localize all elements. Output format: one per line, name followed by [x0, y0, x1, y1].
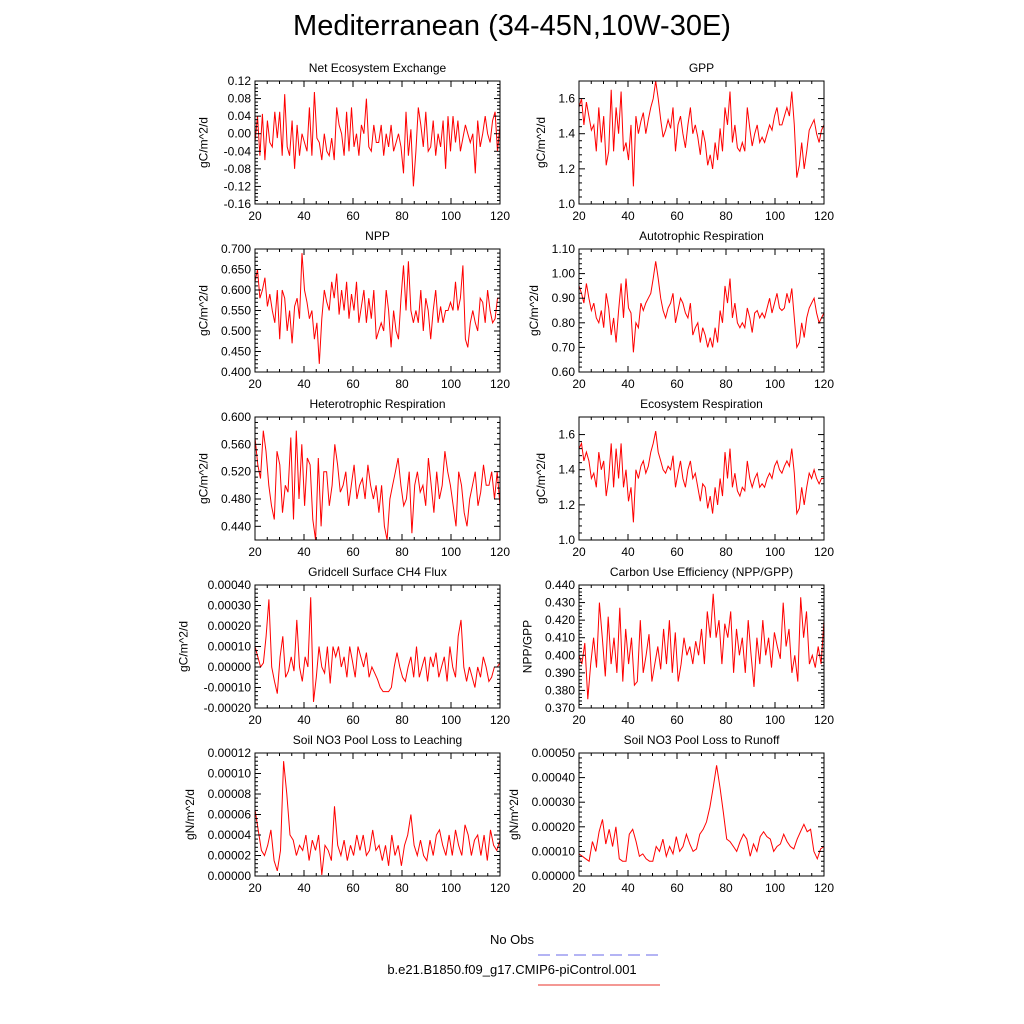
x-tick-label: 60	[346, 545, 360, 559]
panel-title: Heterotrophic Respiration	[309, 397, 446, 411]
y-tick-label: 0.70	[551, 340, 575, 355]
y-tick-label: 0.520	[220, 464, 251, 479]
y-tick-label: 0.420	[544, 613, 575, 628]
x-tick-label: 100	[440, 209, 462, 223]
chart-panel	[183, 733, 510, 895]
legend-obs-label: No Obs	[489, 932, 535, 947]
plot-frame	[255, 585, 500, 708]
y-tick-label: 0.00010	[207, 639, 251, 654]
x-tick-label: 120	[489, 545, 511, 559]
y-tick-label: 0.00040	[531, 770, 575, 785]
y-axis-label: gC/m^2/d	[533, 117, 548, 168]
plot-frame	[579, 585, 824, 708]
y-axis-label: NPP/GPP	[520, 619, 535, 674]
chart-panel	[534, 397, 834, 559]
x-tick-label: 20	[572, 713, 586, 727]
panel-title: NPP	[365, 229, 390, 243]
series-line	[579, 594, 824, 699]
x-tick-label: 100	[764, 377, 786, 391]
x-tick-label: 40	[621, 545, 635, 559]
chart-panel	[197, 397, 511, 559]
y-axis-label: gC/m^2/d	[176, 621, 191, 672]
y-tick-label: -0.16	[223, 197, 251, 211]
y-tick-label: 1.10	[551, 242, 575, 256]
panel-title: Ecosystem Respiration	[640, 397, 763, 411]
x-tick-label: 80	[719, 377, 733, 391]
y-tick-label: 1.0	[558, 533, 575, 547]
x-tick-label: 20	[248, 377, 262, 391]
x-tick-label: 20	[572, 209, 586, 223]
y-tick-label: 0.500	[220, 324, 251, 338]
x-tick-label: 20	[572, 881, 586, 895]
y-tick-label: 0.00030	[207, 598, 251, 613]
y-tick-label: -0.12	[223, 179, 251, 194]
x-tick-label: 80	[719, 545, 733, 559]
legend-case-swatch	[0, 980, 1024, 990]
panel-title: Soil NO3 Pool Loss to Runoff	[623, 733, 780, 747]
y-tick-label: -0.04	[223, 144, 251, 159]
y-tick-label: 1.4	[558, 462, 575, 477]
y-tick-label: 0.550	[220, 303, 251, 318]
y-tick-label: 0.400	[544, 648, 575, 663]
plot-frame	[579, 249, 824, 372]
x-tick-label: 40	[621, 209, 635, 223]
y-tick-label: 0.00010	[531, 844, 575, 859]
x-tick-label: 80	[719, 713, 733, 727]
y-tick-label: 0.00006	[207, 807, 251, 822]
x-tick-label: 60	[346, 209, 360, 223]
y-tick-label: 0.400	[220, 365, 251, 379]
y-axis-label: gC/m^2/d	[196, 285, 211, 336]
x-tick-label: 40	[297, 377, 311, 391]
x-tick-label: 20	[572, 545, 586, 559]
panel-title: GPP	[688, 61, 715, 75]
panel-title: Autotrophic Respiration	[639, 229, 764, 243]
y-tick-label: 0.08	[227, 91, 251, 106]
x-tick-label: 20	[248, 545, 262, 559]
x-tick-label: 60	[670, 377, 684, 391]
plot-frame	[579, 753, 824, 876]
x-tick-label: 60	[670, 881, 684, 895]
y-tick-label: 0.440	[220, 519, 251, 534]
x-tick-label: 100	[764, 881, 786, 895]
y-tick-label: 0.00010	[207, 766, 251, 781]
y-tick-label: 0.00050	[531, 746, 575, 760]
y-tick-label: 0.00020	[207, 619, 251, 633]
x-tick-label: 100	[764, 545, 786, 559]
x-tick-label: 40	[621, 713, 635, 727]
y-tick-label: 0.80	[551, 315, 575, 330]
x-tick-label: 80	[395, 209, 409, 223]
x-tick-label: 40	[297, 209, 311, 223]
y-tick-label: 0.00002	[207, 848, 251, 863]
x-tick-label: 40	[297, 881, 311, 895]
y-tick-label: 0.00012	[207, 746, 251, 760]
y-tick-label: 1.6	[558, 91, 575, 106]
chart-panel	[197, 229, 511, 391]
chart-panel	[534, 61, 834, 223]
y-tick-label: 0.60	[551, 365, 575, 379]
y-tick-label: 1.00	[551, 266, 575, 281]
x-tick-label: 120	[813, 209, 835, 223]
x-tick-label: 120	[489, 881, 511, 895]
y-tick-label: 0.00020	[531, 819, 575, 834]
series-line	[255, 253, 500, 364]
panel-title: Net Ecosystem Exchange	[308, 61, 447, 75]
series-line	[579, 765, 824, 861]
x-tick-label: 120	[489, 377, 511, 391]
x-tick-label: 60	[670, 209, 684, 223]
y-axis-label: gC/m^2/d	[196, 117, 211, 168]
panel-title: Soil NO3 Pool Loss to Leaching	[292, 733, 463, 747]
page-title: Mediterranean (34-45N,10W-30E)	[293, 10, 731, 42]
y-tick-label: 0.00030	[531, 795, 575, 810]
y-tick-label: 0.480	[220, 492, 251, 506]
x-tick-label: 100	[440, 377, 462, 391]
series-line	[579, 81, 824, 186]
x-tick-label: 120	[813, 881, 835, 895]
y-tick-label: 0.390	[544, 665, 575, 680]
y-tick-label: 0.12	[227, 74, 251, 88]
y-tick-label: 1.6	[558, 427, 575, 442]
x-tick-label: 60	[670, 545, 684, 559]
x-tick-label: 80	[395, 545, 409, 559]
x-tick-label: 80	[395, 713, 409, 727]
y-tick-label: 0.370	[544, 701, 575, 715]
x-tick-label: 100	[764, 209, 786, 223]
y-tick-label: 1.2	[558, 497, 575, 512]
x-tick-label: 20	[248, 713, 262, 727]
y-axis-label: gN/m^2/d	[507, 789, 522, 840]
y-tick-label: 0.00000	[531, 869, 575, 883]
y-tick-label: 1.0	[558, 197, 575, 211]
y-axis-label: gC/m^2/d	[533, 453, 548, 504]
y-tick-label: 1.2	[558, 161, 575, 176]
x-tick-label: 60	[346, 713, 360, 727]
x-tick-label: 20	[248, 209, 262, 223]
x-tick-label: 100	[440, 545, 462, 559]
x-tick-label: 60	[346, 377, 360, 391]
series-line	[255, 431, 500, 540]
y-tick-label: 0.00040	[207, 578, 251, 592]
x-tick-label: 40	[621, 377, 635, 391]
x-tick-label: 20	[248, 881, 262, 895]
x-tick-label: 120	[489, 209, 511, 223]
panel-title: Carbon Use Efficiency (NPP/GPP)	[609, 565, 794, 579]
x-tick-label: 80	[395, 377, 409, 391]
x-tick-label: 60	[346, 881, 360, 895]
y-tick-label: 0.00004	[207, 828, 251, 842]
x-tick-label: 60	[670, 713, 684, 727]
y-tick-label: 0.410	[544, 630, 575, 645]
legend-case-label: b.e21.B1850.f09_g17.CMIP6-piControl.001	[387, 962, 637, 977]
y-tick-label: 0.600	[220, 410, 251, 424]
y-tick-label: 0.440	[544, 578, 575, 592]
y-tick-label: 0.00	[227, 126, 251, 141]
x-tick-label: 40	[297, 545, 311, 559]
y-axis-label: gN/m^2/d	[183, 789, 198, 840]
x-tick-label: 100	[440, 881, 462, 895]
x-tick-label: 80	[395, 881, 409, 895]
x-tick-label: 100	[764, 713, 786, 727]
x-tick-label: 120	[813, 377, 835, 391]
y-tick-label: 0.00008	[207, 787, 251, 801]
x-tick-label: 120	[813, 713, 835, 727]
x-tick-label: 120	[813, 545, 835, 559]
series-line	[255, 597, 500, 702]
legend-obs-swatch	[0, 950, 1024, 960]
chart-panel	[507, 733, 834, 895]
x-tick-label: 120	[489, 713, 511, 727]
y-tick-label: 0.600	[220, 283, 251, 297]
series-line	[255, 761, 500, 875]
y-tick-label: 0.00000	[207, 660, 251, 674]
y-axis-label: gC/m^2/d	[196, 453, 211, 504]
y-tick-label: 0.560	[220, 437, 251, 452]
x-tick-label: 40	[621, 881, 635, 895]
x-tick-label: 40	[297, 713, 311, 727]
x-tick-label: 20	[572, 377, 586, 391]
plot-frame	[579, 417, 824, 540]
series-line	[579, 431, 824, 522]
chart-panel	[527, 229, 834, 391]
y-tick-label: 0.90	[551, 291, 575, 306]
y-tick-label: 0.650	[220, 262, 251, 277]
chart-panel	[176, 565, 510, 727]
x-tick-label: 80	[719, 881, 733, 895]
chart-panel	[521, 565, 835, 727]
y-tick-label: 0.04	[227, 109, 251, 124]
plot-frame	[255, 753, 500, 876]
chart-panel	[197, 61, 511, 223]
y-tick-label: 0.00000	[207, 869, 251, 883]
y-tick-label: 0.380	[544, 683, 575, 698]
y-tick-label: 0.450	[220, 344, 251, 359]
y-tick-label: -0.08	[223, 161, 251, 176]
y-axis-label: gC/m^2/d	[527, 285, 542, 336]
y-tick-label: 1.4	[558, 126, 575, 141]
series-line	[255, 92, 500, 186]
y-tick-label: -0.00020	[203, 701, 251, 715]
panel-title: Gridcell Surface CH4 Flux	[308, 565, 447, 579]
y-tick-label: 0.700	[220, 242, 251, 256]
x-tick-label: 80	[719, 209, 733, 223]
y-tick-label: -0.00010	[203, 680, 251, 695]
series-line	[579, 261, 824, 352]
y-tick-label: 0.430	[544, 595, 575, 610]
x-tick-label: 100	[440, 713, 462, 727]
